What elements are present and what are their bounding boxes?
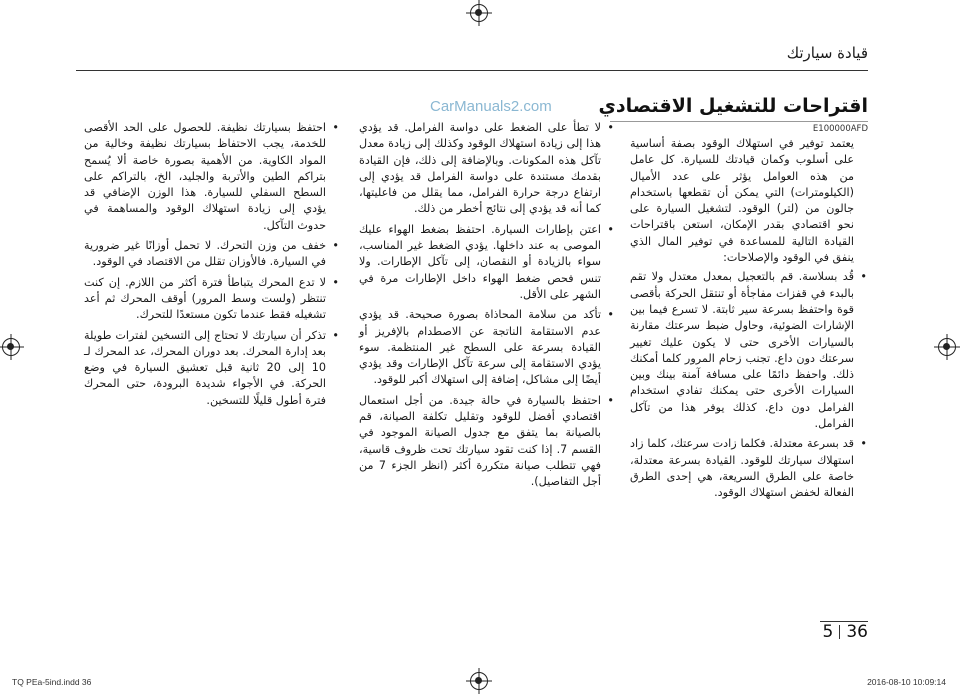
list-item: • لا تطأ على الضغط على دواسة الفرامل. قد يؤدي هذا إلى زيادة استهلاك الوقود وكذلك إلى زيادة معدل تآكل هذه المكونات. وبالإضافة إلى ذلك، فإن القيادة بقدمك مستندة على دواسة الفرامل قد يؤدي إلى ارتفاع درجة حرارة الفرامل، مما يقلل من فاعليتها، كما أنه قد يؤدي إلى نتائج أخطر من ذلك. xyxy=(359,120,601,218)
list-item: • احتفظ بسيارتك نظيفة. للحصول على الحد الأقصى للخدمة، يجب الاحتفاظ بسيارتك نظيفة وخالية من المواد الكاوية. من الأهمية بصورة خاصة ألا يُسمح بتراكم الطين والأتربة والجليد، الخ، بالتراكم على السطح السفلي للسيارة. هذا الوزن الإضافي قد يؤدي إلى زيادة استهلاك الوقود والمساهمة في حدوث التآكل. xyxy=(84,120,326,234)
list-item: • قد بسرعة معتدلة. فكلما زادت سرعتك، كلما زاد استهلاك سيارتك للوقود. القيادة بسرعة معتدلة، خاصة على الطرق السريعة، هي إحدى الطرق الفعالة لخفض استهلاك الوقود. xyxy=(630,436,854,501)
right-column xyxy=(630,136,868,506)
chapter-number: 5 xyxy=(822,622,834,642)
section-code: E100000AFD xyxy=(812,124,868,134)
registration-mark-bottom xyxy=(470,672,488,690)
left-column xyxy=(84,120,340,413)
list-item: • لا تدع المحرك يتباطأ فترة أكثر من اللازم. إن كنت تنتظر (ولست وسط المرور) أوقف المحرك ثم أعد تشغيله فقط عندما تكون مستعدًا للتحرك. xyxy=(84,275,326,324)
page-number xyxy=(823,622,868,642)
list-item: • قُد بسلاسة. قم بالتعجيل بمعدل معتدل ولا تقم بالبدء في قفزات مفاجأة أو تنتقل الحركة بأقصى قوة واحتفظ بسرعة سير ثابتة. لا تسرع فيما بين الإشارات الضوئية، وحاول ضبط سرعتك مقارنة بالسيارات الأخرى حتى لا يكون عليك تغيير سرعتك دون داع. تجنب زحام المرور كلما أمكنك ذلك. واحفظ دائمًا على مسافة آمنة بينك وبين السيارات الأخرى حتى يمكنك تفادي استخدام الفرامل دون داع. كذلك يوفر هذا من تآكل الفرامل. xyxy=(630,269,854,432)
section-title: اقتراحات للتشغيل الاقتصادي xyxy=(598,95,868,117)
list-item: • تأكد من سلامة المحاذاة بصورة صحيحة. قد يؤدي عدم الاستقامة الناتجة عن الاصطدام بالإفريز أو القيادة بسرعة على السطح غير المنتظمة. سوء يؤدي الاستقامة إلى سرعة تآكل الإطارات وقد يؤدي أيضًا إلى مشاكل، إضافة إلى استهلاك أكبر للوقود. xyxy=(359,307,601,388)
middle-column-list xyxy=(359,120,615,491)
header-rule xyxy=(76,70,868,71)
chapter-header-title: قيادة سيارتك xyxy=(786,44,868,62)
registration-mark-left xyxy=(2,338,20,356)
footer-file-info: TQ PEa-5ind.indd 36 xyxy=(12,677,92,687)
registration-mark-right xyxy=(938,338,956,356)
list-item: • خفف من وزن التحرك. لا تحمل أوزانًا غير ضرورية في السيارة. فالأوزان تقلل من الاقتصاد في الوقود. xyxy=(84,238,326,271)
registration-mark-top xyxy=(470,4,488,22)
page-number-separator xyxy=(839,625,840,639)
list-item: • احتفظ بالسيارة في حالة جيدة. من أجل استعمال اقتصادي أفضل للوقود وتقليل تكلفة الصيانة، قم بالصيانة بما يتفق مع جدول الصيانة الموجود في القسم 7. إذا كنت تقود سيارتك تحت ظروف قاسية، فهي تتطلب صيانة متكررة أكثر (انظر الجزء 7 من أجل التفاصيل). xyxy=(359,393,601,491)
list-item: • اعتن بإطارات السيارة. احتفظ بضغط الهواء عليك الموصى به عند داخلها. يؤدي الضغط غير المناسب، سواء بالزيادة أو النقصان، إلى تآكل الإطارات. ولا تنس فحص ضغط الهواء داخل الإطارات مرة في الشهر على الأقل. xyxy=(359,222,601,303)
section-rule xyxy=(610,121,868,122)
watermark-text: CarManuals2.com xyxy=(430,98,552,115)
right-column-list xyxy=(630,269,868,501)
list-item: • تذكر أن سيارتك لا تحتاج إلى التسخين لفترات طويلة بعد إدارة المحرك. بعد دوران المحرك، عد المحرك لـ 10 إلى 20 ثانية قبل تعشيق السيارة في وضع الحركة. في الأجواء شديدة البرودة، حتى المحرك فترة أطول قليلًا للتسخين. xyxy=(84,328,326,409)
footer-timestamp: 2016-08-10 10:09:14 xyxy=(867,677,946,687)
intro-paragraph: يعتمد توفير في استهلاك الوقود بصفة أساسية على أسلوب وكمان قيادتك للسيارة. كل عامل من هذه العوامل يؤثر على عدد الأميال (الكيلومترات) التي يمكن أن تقطعها باستخدام جالون من (لتر) الوقود. لتشغيل السيارة على نحو اقتصادي بقدر الإمكان، استعن باقتراحات القيادة التالية للمساعدة في توفير المال الذي ينفق في الوقود والإصلاحات: xyxy=(630,137,854,265)
page-number-value: 36 xyxy=(846,622,868,642)
middle-column xyxy=(359,120,615,495)
left-column-list xyxy=(84,120,340,409)
